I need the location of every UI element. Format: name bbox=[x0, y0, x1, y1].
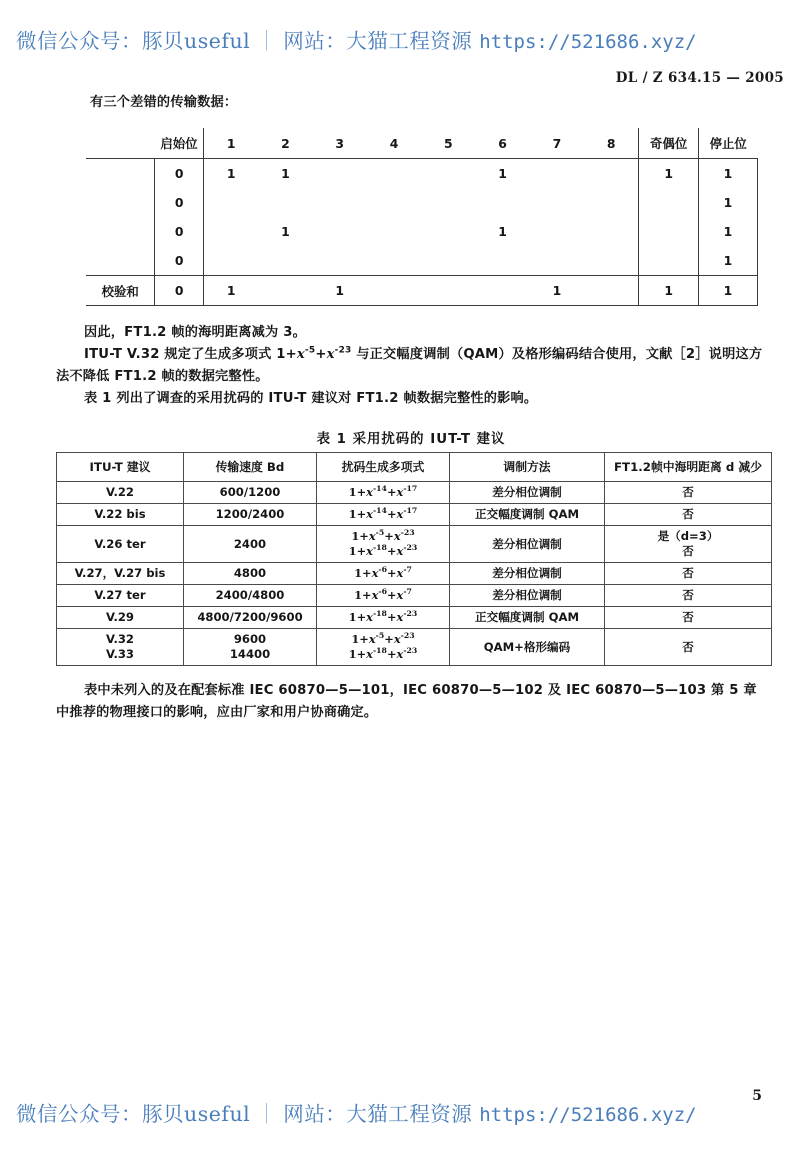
bit-row-label-2 bbox=[86, 188, 155, 217]
bit-row-3-bit-8 bbox=[584, 217, 639, 246]
itu-header-modulation: 调制方法 bbox=[450, 453, 605, 482]
bit-row-parity-2 bbox=[639, 188, 699, 217]
poly-a: 1+ bbox=[348, 544, 367, 558]
poly-x2: x bbox=[393, 632, 401, 646]
bit-row-start-2: 0 bbox=[155, 188, 204, 217]
checksum-label: 校验和 bbox=[86, 276, 155, 306]
poly-x2: x bbox=[396, 485, 404, 499]
checksum-stop: 1 bbox=[698, 276, 757, 306]
poly-sup2: -23 bbox=[403, 646, 418, 656]
bit-row-1-bit-8 bbox=[584, 159, 639, 189]
bit-table-header-start: 启始位 bbox=[155, 128, 204, 159]
bit-table-header-bit-1: 1 bbox=[226, 135, 236, 151]
poly-x1: x bbox=[366, 647, 373, 661]
bit-row-label-3 bbox=[86, 217, 155, 246]
checksum-bit-2 bbox=[258, 276, 312, 306]
page-number: 5 bbox=[752, 1088, 762, 1104]
poly-x2: x bbox=[396, 647, 404, 661]
checksum-bit-8 bbox=[584, 276, 639, 306]
bit-row-1-bit-6: 1 bbox=[475, 159, 529, 189]
poly-x1: x bbox=[366, 544, 373, 558]
itu-row-3-recommendation: V.27，V.27 bis bbox=[57, 563, 184, 585]
p2-part-c: 与正交幅度调制（QAM）及格形编码结合使用，文献［2］说明这方法不降低 FT1.2 帧的数据完整性。 bbox=[56, 347, 763, 384]
table-row bbox=[57, 629, 772, 666]
itu-row-4-polynomial bbox=[317, 585, 450, 607]
itu-header-speed: 传输速度 Bd bbox=[184, 453, 317, 482]
bit-row-1-bit-5 bbox=[421, 159, 475, 189]
intro-lead-text: 有三个差错的传输数据： bbox=[90, 95, 238, 110]
itu-row-5-recommendation: V.29 bbox=[57, 607, 184, 629]
poly-b: + bbox=[384, 632, 394, 646]
bit-row-2-bit-4 bbox=[367, 188, 421, 217]
poly-b: + bbox=[386, 544, 397, 558]
poly-sup1: -18 bbox=[372, 646, 387, 656]
table-row bbox=[57, 526, 772, 563]
bit-transmission-table bbox=[86, 128, 758, 306]
poly-x2: x bbox=[396, 544, 404, 558]
bit-table-header-bit-6: 6 bbox=[498, 135, 507, 151]
paragraph-block-1 bbox=[56, 322, 766, 410]
poly-sup1: -18 bbox=[372, 609, 387, 619]
bit-row-start-4: 0 bbox=[155, 246, 204, 276]
poly-line-2 bbox=[319, 544, 447, 559]
bit-row-stop-1: 1 bbox=[698, 159, 757, 189]
bit-row-stop-4: 1 bbox=[698, 246, 757, 276]
table-row bbox=[57, 607, 772, 629]
itu-row-1-hamming: 否 bbox=[605, 504, 772, 526]
poly-b: + bbox=[386, 610, 397, 624]
checksum-bit-1: 1 bbox=[203, 276, 258, 306]
bit-table-header-row bbox=[86, 128, 758, 159]
poly-sup1: -18 bbox=[372, 543, 387, 553]
poly-a: 1+ bbox=[351, 632, 369, 646]
checksum-bit-3: 1 bbox=[313, 276, 367, 306]
poly-sup1: -5 bbox=[375, 631, 385, 641]
watermark-top bbox=[0, 24, 800, 54]
bit-row-2-bit-6 bbox=[475, 188, 529, 217]
bit-row-3-bit-3 bbox=[313, 217, 367, 246]
p2-var-x1: x bbox=[296, 347, 305, 362]
itu-row-1-polynomial bbox=[317, 504, 450, 526]
itu-row-1-recommendation: V.22 bis bbox=[57, 504, 184, 526]
poly-a: 1+ bbox=[354, 566, 372, 580]
poly-sup2: -23 bbox=[400, 528, 415, 538]
bit-row-4-bit-3 bbox=[313, 246, 367, 276]
poly-x1: x bbox=[366, 485, 373, 499]
table-row bbox=[86, 246, 758, 276]
itu-row-0-polynomial bbox=[317, 482, 450, 504]
poly-x1: x bbox=[366, 610, 373, 624]
itu-row-6-hamming: 否 bbox=[605, 629, 772, 666]
poly-a: 1+ bbox=[348, 485, 367, 499]
p2-exponent-1: -5 bbox=[304, 345, 316, 356]
checksum-bit-4 bbox=[367, 276, 421, 306]
checksum-row bbox=[86, 276, 758, 306]
bit-row-4-bit-2 bbox=[258, 246, 312, 276]
document-body bbox=[56, 92, 766, 724]
bit-row-2-bit-5 bbox=[421, 188, 475, 217]
bit-table-header-bit-8: 8 bbox=[584, 128, 639, 159]
itu-header-hamming: FT1.2帧中海明距离 d 减少 bbox=[605, 453, 772, 482]
itu-table-header-row bbox=[57, 453, 772, 482]
bit-row-3-bit-4 bbox=[367, 217, 421, 246]
itu-row-5-modulation: 正交幅度调制 QAM bbox=[450, 607, 605, 629]
paragraph-itu-v32 bbox=[56, 344, 766, 388]
bit-row-2-bit-3 bbox=[313, 188, 367, 217]
itu-row-3-speed: 4800 bbox=[184, 563, 317, 585]
table-row bbox=[86, 188, 758, 217]
paragraph-hamming-distance: 因此，FT1.2 帧的海明距离减为 3。 bbox=[84, 325, 306, 340]
bit-row-label-4 bbox=[86, 246, 155, 276]
bit-row-1-bit-7 bbox=[530, 159, 584, 189]
bit-table-header-bit-2: 2 bbox=[281, 135, 290, 151]
table1-caption: 表 1 采用扰码的 IUT-T 建议 bbox=[316, 432, 506, 447]
bit-row-stop-2: 1 bbox=[698, 188, 757, 217]
poly-line bbox=[319, 566, 447, 581]
closing-line-1: 表中未列入的及在配套标准 IEC 60870—5—101，IEC 60870—5—102 及 IEC 60870—5—103 第 5 章 bbox=[84, 683, 757, 698]
itu-row-1-speed: 1200/2400 bbox=[184, 504, 317, 526]
bit-row-3-bit-6: 1 bbox=[498, 224, 507, 239]
bit-row-3-bit-5 bbox=[421, 217, 475, 246]
watermark-wechat-label: 微信公众号：豚贝useful bbox=[16, 1102, 251, 1126]
bit-row-4-bit-5 bbox=[421, 246, 475, 276]
itu-row-1-modulation: 正交幅度调制 QAM bbox=[450, 504, 605, 526]
bit-table-container bbox=[86, 128, 766, 306]
poly-sup1: -14 bbox=[372, 484, 387, 494]
bit-table-header-bit-4: 4 bbox=[389, 135, 399, 151]
poly-a: 1+ bbox=[348, 647, 367, 661]
itu-row-4-recommendation: V.27 ter bbox=[57, 585, 184, 607]
table-row bbox=[57, 563, 772, 585]
bit-row-stop-3: 1 bbox=[698, 217, 757, 246]
bit-row-3-bit-7 bbox=[530, 217, 584, 246]
poly-line-1 bbox=[319, 529, 447, 544]
table-row bbox=[86, 217, 758, 246]
poly-x1: x bbox=[368, 529, 376, 543]
poly-x1: x bbox=[371, 566, 379, 580]
hamming-line-1: 是（d=3） bbox=[657, 529, 719, 543]
poly-a: 1+ bbox=[348, 610, 367, 624]
poly-sup1: -14 bbox=[372, 506, 387, 516]
speed-line-2: 14400 bbox=[229, 647, 271, 661]
bit-row-4-bit-4 bbox=[367, 246, 421, 276]
itu-row-0-hamming: 否 bbox=[605, 482, 772, 504]
bit-table-header-bit-3: 3 bbox=[335, 135, 345, 151]
itu-row-6-speed bbox=[184, 629, 317, 666]
poly-b: + bbox=[384, 529, 394, 543]
speed-line-1: 9600 bbox=[233, 632, 267, 646]
table-row bbox=[86, 159, 758, 189]
checksum-bit-7: 1 bbox=[530, 276, 584, 306]
bit-row-2-bit-2 bbox=[258, 188, 312, 217]
watermark-bottom bbox=[0, 1097, 800, 1127]
closing-line-2: 中推荐的物理接口的影响，应由厂家和用户协商确定。 bbox=[56, 705, 378, 720]
poly-b: + bbox=[386, 485, 397, 499]
poly-sup1: -5 bbox=[375, 528, 385, 538]
watermark-site-label: 网站：大猫工程资源 bbox=[283, 1102, 473, 1126]
bit-row-parity-1: 1 bbox=[639, 159, 699, 189]
poly-a: 1+ bbox=[351, 529, 369, 543]
bit-table-header-parity: 奇偶位 bbox=[639, 128, 699, 159]
poly-sup2: -17 bbox=[403, 484, 418, 494]
bit-row-4-bit-6 bbox=[475, 246, 529, 276]
recommendation-line-2: V.33 bbox=[105, 647, 134, 661]
itu-row-6-recommendation bbox=[57, 629, 184, 666]
watermark-wechat-label: 微信公众号：豚贝useful bbox=[16, 29, 251, 53]
poly-a: 1+ bbox=[348, 507, 367, 521]
watermark-separator: ｜ bbox=[256, 1102, 278, 1126]
itu-row-5-speed: 4800/7200/9600 bbox=[184, 607, 317, 629]
poly-x2: x bbox=[396, 610, 404, 624]
poly-sup1: -6 bbox=[378, 565, 387, 575]
itu-row-3-polynomial bbox=[317, 563, 450, 585]
bit-row-parity-4 bbox=[639, 246, 699, 276]
bit-row-start-1: 0 bbox=[155, 159, 204, 189]
p2-part-a: ITU-T V.32 规定了生成多项式 1+ bbox=[84, 347, 297, 362]
poly-a: 1+ bbox=[354, 588, 372, 602]
poly-line-1 bbox=[319, 632, 447, 647]
poly-x2: x bbox=[393, 529, 401, 543]
poly-x1: x bbox=[371, 588, 379, 602]
bit-row-1-bit-2: 1 bbox=[258, 159, 312, 189]
checksum-parity: 1 bbox=[639, 276, 699, 306]
itu-header-recommendation: ITU-T 建议 bbox=[57, 453, 184, 482]
poly-sup2: -23 bbox=[403, 609, 418, 619]
paragraph-table1-intro: 表 1 列出了调查的采用扰码的 ITU-T 建议对 FT1.2 帧数据完整性的影响。 bbox=[84, 391, 538, 406]
closing-paragraph-block bbox=[56, 680, 766, 724]
hamming-line-2: 否 bbox=[682, 544, 694, 558]
table-row bbox=[57, 585, 772, 607]
checksum-bit-5 bbox=[421, 276, 475, 306]
poly-sup1: -6 bbox=[378, 587, 387, 597]
bit-row-1-bit-3 bbox=[313, 159, 367, 189]
itu-recommendations-table bbox=[56, 452, 772, 666]
itu-row-2-modulation: 差分相位调制 bbox=[450, 526, 605, 563]
poly-b: + bbox=[386, 507, 397, 521]
itu-row-5-polynomial bbox=[317, 607, 450, 629]
poly-sup2: -23 bbox=[403, 543, 418, 553]
p2-var-x2: x bbox=[326, 347, 335, 362]
bit-row-3-bit-1 bbox=[203, 217, 258, 246]
itu-row-4-speed: 2400/4800 bbox=[184, 585, 317, 607]
bit-table-header-bit-5: 5 bbox=[444, 135, 453, 151]
itu-row-2-speed: 2400 bbox=[184, 526, 317, 563]
poly-b: + bbox=[386, 566, 397, 580]
itu-row-2-polynomial bbox=[317, 526, 450, 563]
itu-row-0-speed: 600/1200 bbox=[184, 482, 317, 504]
itu-row-3-hamming: 否 bbox=[605, 563, 772, 585]
p2-exponent-2: -23 bbox=[334, 345, 352, 356]
itu-row-5-hamming: 否 bbox=[605, 607, 772, 629]
bit-row-2-bit-7 bbox=[530, 188, 584, 217]
watermark-url: https://521686.xyz/ bbox=[479, 31, 697, 53]
poly-sup2: -23 bbox=[400, 631, 415, 641]
poly-sup2: -7 bbox=[403, 587, 412, 597]
poly-b: + bbox=[386, 647, 397, 661]
bit-row-label-1 bbox=[86, 159, 155, 189]
poly-sup2: -17 bbox=[403, 506, 418, 516]
recommendation-line-1: V.32 bbox=[105, 632, 134, 646]
poly-x2: x bbox=[396, 507, 404, 521]
poly-x2: x bbox=[396, 566, 404, 580]
itu-row-3-modulation: 差分相位调制 bbox=[450, 563, 605, 585]
poly-x2: x bbox=[396, 588, 404, 602]
poly-b: + bbox=[386, 588, 397, 602]
table-row bbox=[57, 504, 772, 526]
itu-row-6-modulation: QAM+格形编码 bbox=[450, 629, 605, 666]
bit-row-2-bit-8 bbox=[584, 188, 639, 217]
bit-table-header-rowlabel bbox=[86, 128, 155, 159]
standard-number: DL / Z 634.15 — 2005 bbox=[615, 70, 784, 86]
itu-row-0-modulation: 差分相位调制 bbox=[450, 482, 605, 504]
checksum-start: 0 bbox=[155, 276, 204, 306]
bit-row-start-3: 0 bbox=[155, 217, 204, 246]
itu-row-4-modulation: 差分相位调制 bbox=[450, 585, 605, 607]
itu-row-0-recommendation: V.22 bbox=[57, 482, 184, 504]
itu-row-6-polynomial bbox=[317, 629, 450, 666]
table-row bbox=[57, 482, 772, 504]
checksum-bit-6 bbox=[475, 276, 529, 306]
poly-line bbox=[319, 588, 447, 603]
poly-line-2 bbox=[319, 647, 447, 662]
bit-row-parity-3 bbox=[639, 217, 699, 246]
poly-line bbox=[319, 507, 447, 522]
poly-x1: x bbox=[368, 632, 376, 646]
itu-row-4-hamming: 否 bbox=[605, 585, 772, 607]
watermark-separator: ｜ bbox=[256, 29, 278, 53]
poly-sup2: -7 bbox=[403, 565, 412, 575]
poly-line bbox=[319, 610, 447, 625]
itu-header-polynomial: 扰码生成多项式 bbox=[317, 453, 450, 482]
bit-row-4-bit-8 bbox=[584, 246, 639, 276]
poly-line bbox=[319, 485, 447, 500]
p2-part-b: + bbox=[315, 347, 327, 362]
bit-row-1-bit-1: 1 bbox=[203, 159, 258, 189]
bit-row-4-bit-7 bbox=[530, 246, 584, 276]
itu-row-2-hamming bbox=[605, 526, 772, 563]
itu-row-2-recommendation: V.26 ter bbox=[57, 526, 184, 563]
bit-table-header-stop: 停止位 bbox=[709, 136, 747, 151]
bit-table-header-bit-7: 7 bbox=[552, 135, 562, 151]
bit-row-3-bit-2: 1 bbox=[281, 224, 290, 239]
bit-row-2-bit-1 bbox=[203, 188, 258, 217]
watermark-url: https://521686.xyz/ bbox=[479, 1104, 697, 1126]
bit-row-4-bit-1 bbox=[203, 246, 258, 276]
bit-row-1-bit-4 bbox=[367, 159, 421, 189]
poly-x1: x bbox=[366, 507, 373, 521]
watermark-site-label: 网站：大猫工程资源 bbox=[283, 29, 473, 53]
